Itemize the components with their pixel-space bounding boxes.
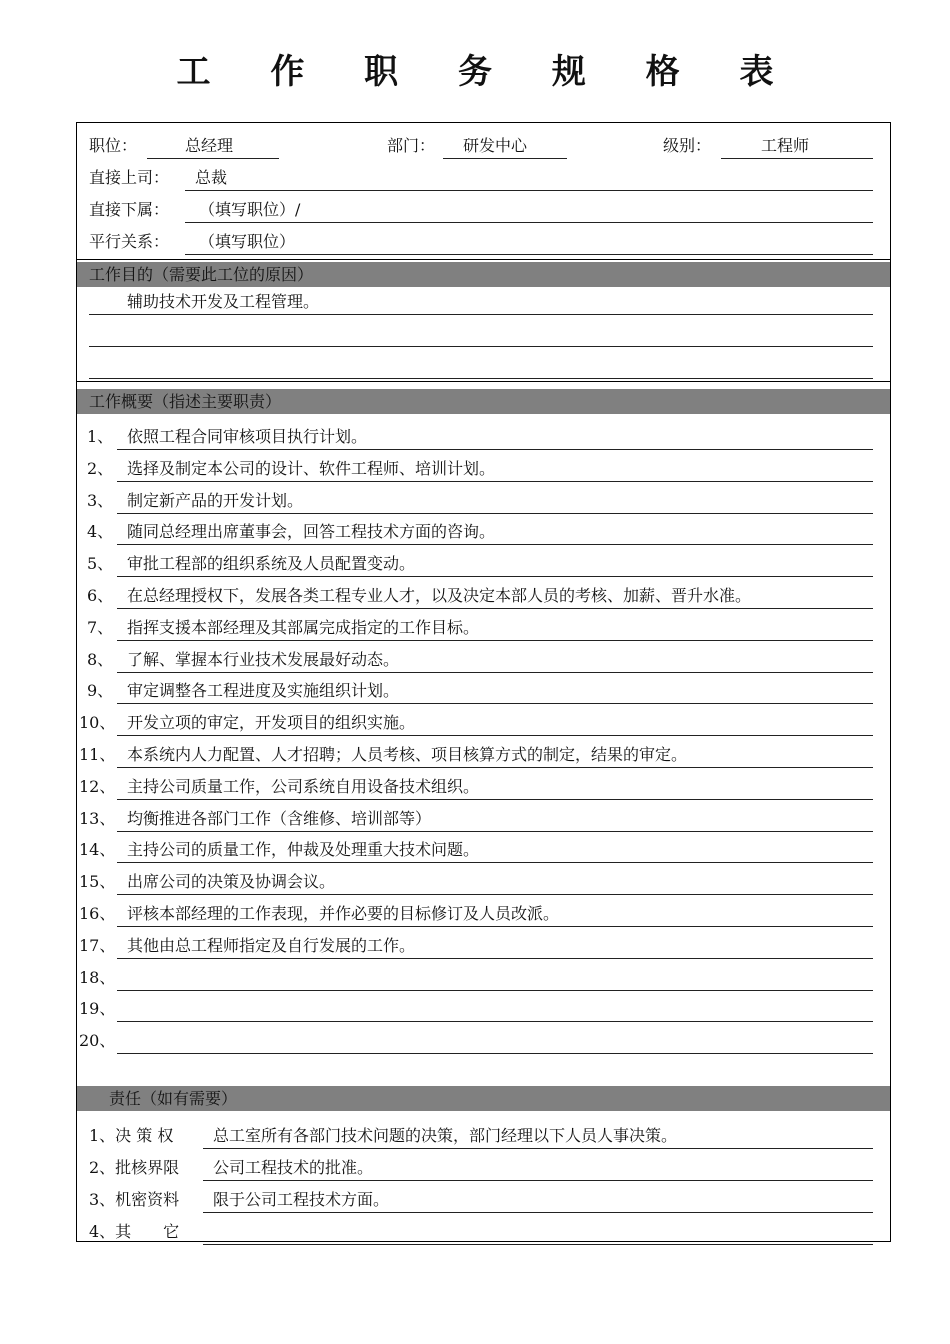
responsibility-item [77, 1123, 890, 1149]
overview-item-number: 15、 [79, 872, 116, 892]
overview-item-text[interactable]: 指挥支援本部经理及其部属完成指定的工作目标。 [117, 615, 873, 641]
overview-item-number: 13、 [79, 808, 116, 828]
overview-item-text[interactable]: 其他由总工程师指定及自行发展的工作。 [117, 933, 873, 959]
subordinate-label: 直接下属： [89, 200, 170, 219]
overview-item-number: 4、 [87, 522, 114, 542]
overview-item-number: 1、 [87, 427, 114, 446]
overview-item-text[interactable] [117, 996, 873, 1022]
header-row-2 [77, 165, 890, 191]
subordinate-field[interactable]: （填写职位）/ [185, 197, 873, 223]
overview-item-text[interactable]: 评核本部经理的工作表现，并作必要的目标修订及人员改派。 [117, 901, 873, 927]
overview-item-text[interactable]: 均衡推进各部门工作（含维修、培训部等） [117, 806, 873, 832]
overview-item-number: 12、 [79, 776, 116, 796]
position-field[interactable]: 总经理 [147, 133, 279, 159]
job-spec-form [76, 122, 891, 1242]
overview-item-number: 11、 [79, 745, 116, 764]
overview-item-number: 9、 [87, 681, 114, 701]
overview-item-text[interactable]: 本系统内人力配置、人才招聘；人员考核、项目核算方式的制定，结果的审定。 [117, 742, 873, 768]
responsibility-item [77, 1219, 890, 1245]
overview-item [77, 488, 890, 514]
purpose-line [77, 321, 890, 347]
overview-item [77, 806, 890, 832]
divider [77, 381, 890, 382]
purpose-line-text[interactable] [89, 353, 873, 379]
responsibility-heading: 责任（如有需要） [77, 1086, 890, 1111]
overview-item-text[interactable]: 主持公司质量工作，公司系统自用设备技术组织。 [117, 774, 873, 800]
responsibility-item [77, 1155, 890, 1181]
responsibility-item-label: 3、机密资料 [89, 1190, 180, 1209]
overview-item [77, 774, 890, 800]
parallel-field[interactable]: （填写职位） [185, 229, 873, 255]
overview-item [77, 615, 890, 641]
overview-item-number: 6、 [87, 586, 114, 605]
overview-item-text[interactable]: 出席公司的决策及协调会议。 [117, 869, 873, 895]
position-label: 职位： [89, 136, 138, 155]
responsibility-item-label: 4、其 它 [89, 1222, 180, 1241]
responsibility-item-text[interactable]: 公司工程技术的批准。 [203, 1155, 873, 1181]
overview-item [77, 710, 890, 736]
department-label: 部门： [387, 136, 436, 155]
overview-item [77, 583, 890, 609]
overview-item [77, 965, 890, 991]
level-field[interactable]: 工程师 [721, 133, 873, 159]
overview-item [77, 678, 890, 704]
header-row-1 [77, 133, 890, 159]
overview-item-text[interactable]: 审定调整各工程进度及实施组织计划。 [117, 678, 873, 704]
responsibility-item-text[interactable] [203, 1219, 873, 1245]
overview-item-number: 3、 [87, 490, 114, 510]
overview-item [77, 519, 890, 545]
overview-item [77, 869, 890, 895]
overview-item-text[interactable]: 主持公司的质量工作，仲裁及处理重大技术问题。 [117, 837, 873, 863]
overview-item-number: 5、 [87, 554, 114, 574]
overview-item-text[interactable] [117, 1028, 873, 1054]
header-row-3 [77, 197, 890, 223]
parallel-label: 平行关系： [89, 232, 170, 251]
divider [77, 259, 890, 260]
superior-field[interactable]: 总裁 [185, 165, 873, 191]
overview-item-number: 18、 [79, 967, 116, 987]
overview-item-number: 10、 [79, 713, 116, 733]
overview-item-number: 7、 [87, 617, 114, 637]
overview-item [77, 901, 890, 927]
overview-item [77, 456, 890, 482]
overview-item [77, 933, 890, 959]
overview-item [77, 1028, 890, 1054]
purpose-heading: 工作目的（需要此工位的原因） [77, 262, 890, 287]
purpose-line-text[interactable]: 辅助技术开发及工程管理。 [89, 289, 873, 315]
page-title: 工 作 职 务 规 格 表 [176, 52, 798, 92]
overview-item-number: 8、 [87, 649, 114, 669]
overview-item-number: 17、 [79, 935, 116, 955]
header-row-4 [77, 229, 890, 255]
overview-item-text[interactable] [117, 965, 873, 991]
overview-item [77, 996, 890, 1022]
overview-item-text[interactable]: 随同总经理出席董事会，回答工程技术方面的咨询。 [117, 519, 873, 545]
overview-item-text[interactable]: 制定新产品的开发计划。 [117, 488, 873, 514]
overview-item-number: 2、 [87, 458, 114, 478]
purpose-line-text[interactable] [89, 321, 873, 347]
overview-item-text[interactable]: 在总经理授权下，发展各类工程专业人才，以及决定本部人员的考核、加薪、晋升水准。 [117, 583, 873, 609]
overview-item [77, 647, 890, 673]
overview-item-text[interactable]: 了解、掌握本行业技术发展最好动态。 [117, 647, 873, 673]
superior-label: 直接上司： [89, 168, 170, 187]
overview-item-number: 20、 [79, 1031, 116, 1051]
overview-item-text[interactable]: 选择及制定本公司的设计、软件工程师、培训计划。 [117, 456, 873, 482]
responsibility-item-text[interactable]: 总工室所有各部门技术问题的决策，部门经理以下人员人事决策。 [203, 1123, 873, 1149]
responsibility-item-label: 1、决 策 权 [89, 1126, 174, 1145]
level-label: 级别： [663, 136, 712, 155]
overview-item [77, 424, 890, 450]
overview-item-text[interactable]: 依照工程合同审核项目执行计划。 [117, 424, 873, 450]
department-field[interactable]: 研发中心 [443, 133, 567, 159]
purpose-line [77, 353, 890, 379]
overview-heading: 工作概要（指述主要职责） [77, 389, 890, 414]
overview-item-text[interactable]: 审批工程部的组织系统及人员配置变动。 [117, 551, 873, 577]
responsibility-item [77, 1187, 890, 1213]
overview-item-number: 14、 [79, 840, 116, 860]
overview-item [77, 551, 890, 577]
overview-item [77, 742, 890, 768]
overview-item-number: 16、 [79, 904, 116, 923]
responsibility-item-label: 2、批核界限 [89, 1158, 180, 1177]
overview-item-text[interactable]: 开发立项的审定，开发项目的组织实施。 [117, 710, 873, 736]
overview-item [77, 837, 890, 863]
overview-item-number: 19、 [79, 999, 116, 1019]
purpose-line [77, 289, 890, 315]
responsibility-item-text[interactable]: 限于公司工程技术方面。 [203, 1187, 873, 1213]
